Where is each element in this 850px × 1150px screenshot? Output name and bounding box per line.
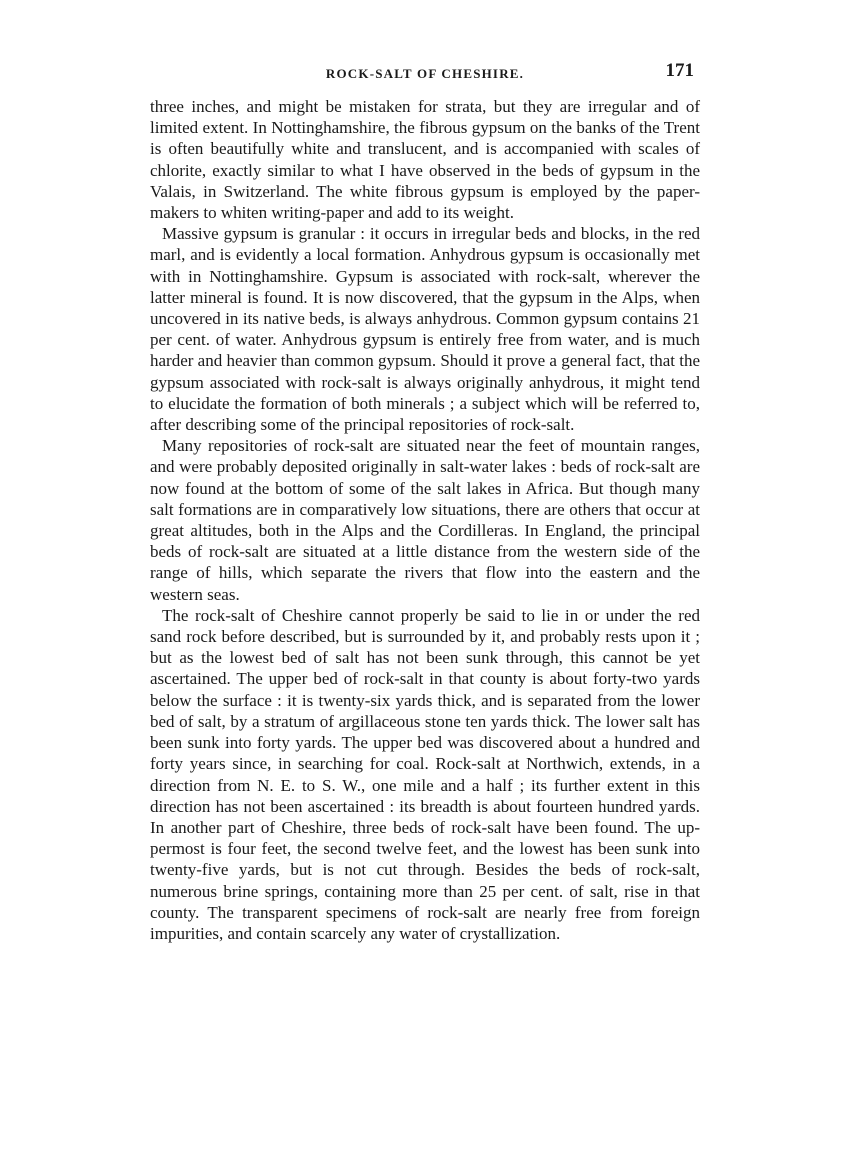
paragraph: The rock-salt of Cheshire cannot properly be said to lie in or under the red sand rock before described, but is surrounded by it, and probably rests upon it ; but as the lowest bed of salt has not been sunk through, this cannot be yet ascertained. The upper bed of rock-salt in that county is about forty-two yards below the surface : it is twenty-six yards thick, and is separated from the lower bed of salt, by a stratum of argillaceous stone ten yards thick. The lower salt has been sunk into forty yards. The upper bed was discovered about a hundred and forty years since, in searching for coal. Rock-salt at Northwich, extends, in a direction from N. E. to S. W., one mile and a half ; its further extent in this direction has not been ascertained : its breadth is about fourteen hundred yards. In another part of Cheshire, three beds of rock-salt have been found. The uppermost is four feet, the second twelve feet, and the lowest has been sunk into twenty-five yards, but is not cut through. Besides the beds of rock-salt, numerous brine springs, containing more than 25 per cent. of salt, rise in that county. The transparent specimens of rock-salt are nearly free from foreign impurities, and contain scarcely any water of crystallization. <box>150 605 700 943</box>
page-number: 171 <box>665 60 694 81</box>
book-page <box>150 58 700 944</box>
paragraph: three inches, and might be mistaken for strata, but they are irregular and of limited extent. In Nottinghamshire, the fibrous gypsum on the banks of the Trent is often beautifully white and translucent, and is accompanied with scales of chlorite, exactly similar to what I have observed in the beds of gypsum in the Valais, in Switzerland. The white fibrous gypsum is employed by the paper-makers to whiten writing-paper and add to its weight. <box>150 97 700 223</box>
body-text <box>150 96 700 944</box>
paragraph: Many repositories of rock-salt are situated near the feet of mountain ranges, and were probably deposited originally in salt-water lakes : beds of rock-salt are now found at the bottom of some of the salt lakes in Africa. But though many salt formations are in comparatively low situations, there are others that occur at great altitudes, both in the Alps and the Cordilleras. In England, the principal beds of rock-salt are situated at a little distance from the western side of the range of hills, which separate the rivers that flow into the eastern and the western seas. <box>150 436 700 604</box>
paragraph: Massive gypsum is granular : it occurs in irregular beds and blocks, in the red marl, and is evidently a local formation. Anhydrous gypsum is occasionally met with in Nottinghamshire. Gypsum is associated with rock-salt, wherever the latter mineral is found. It is now discovered, that the gypsum in the Alps, when uncovered in its native beds, is always anhydrous. Common gypsum contains 21 per cent. of water. Anhydrous gypsum is entirely free from water, and is much harder and heavier than common gypsum. Should it prove a general fact, that the gypsum associated with rock-salt is always originally anhydrous, it might tend to elucidate the formation of both minerals ; a subject which will be referred to, after describing some of the principal repositories of rock-salt. <box>150 224 700 435</box>
page-header <box>150 58 700 92</box>
running-head: ROCK-SALT OF CHESHIRE. <box>325 66 525 81</box>
